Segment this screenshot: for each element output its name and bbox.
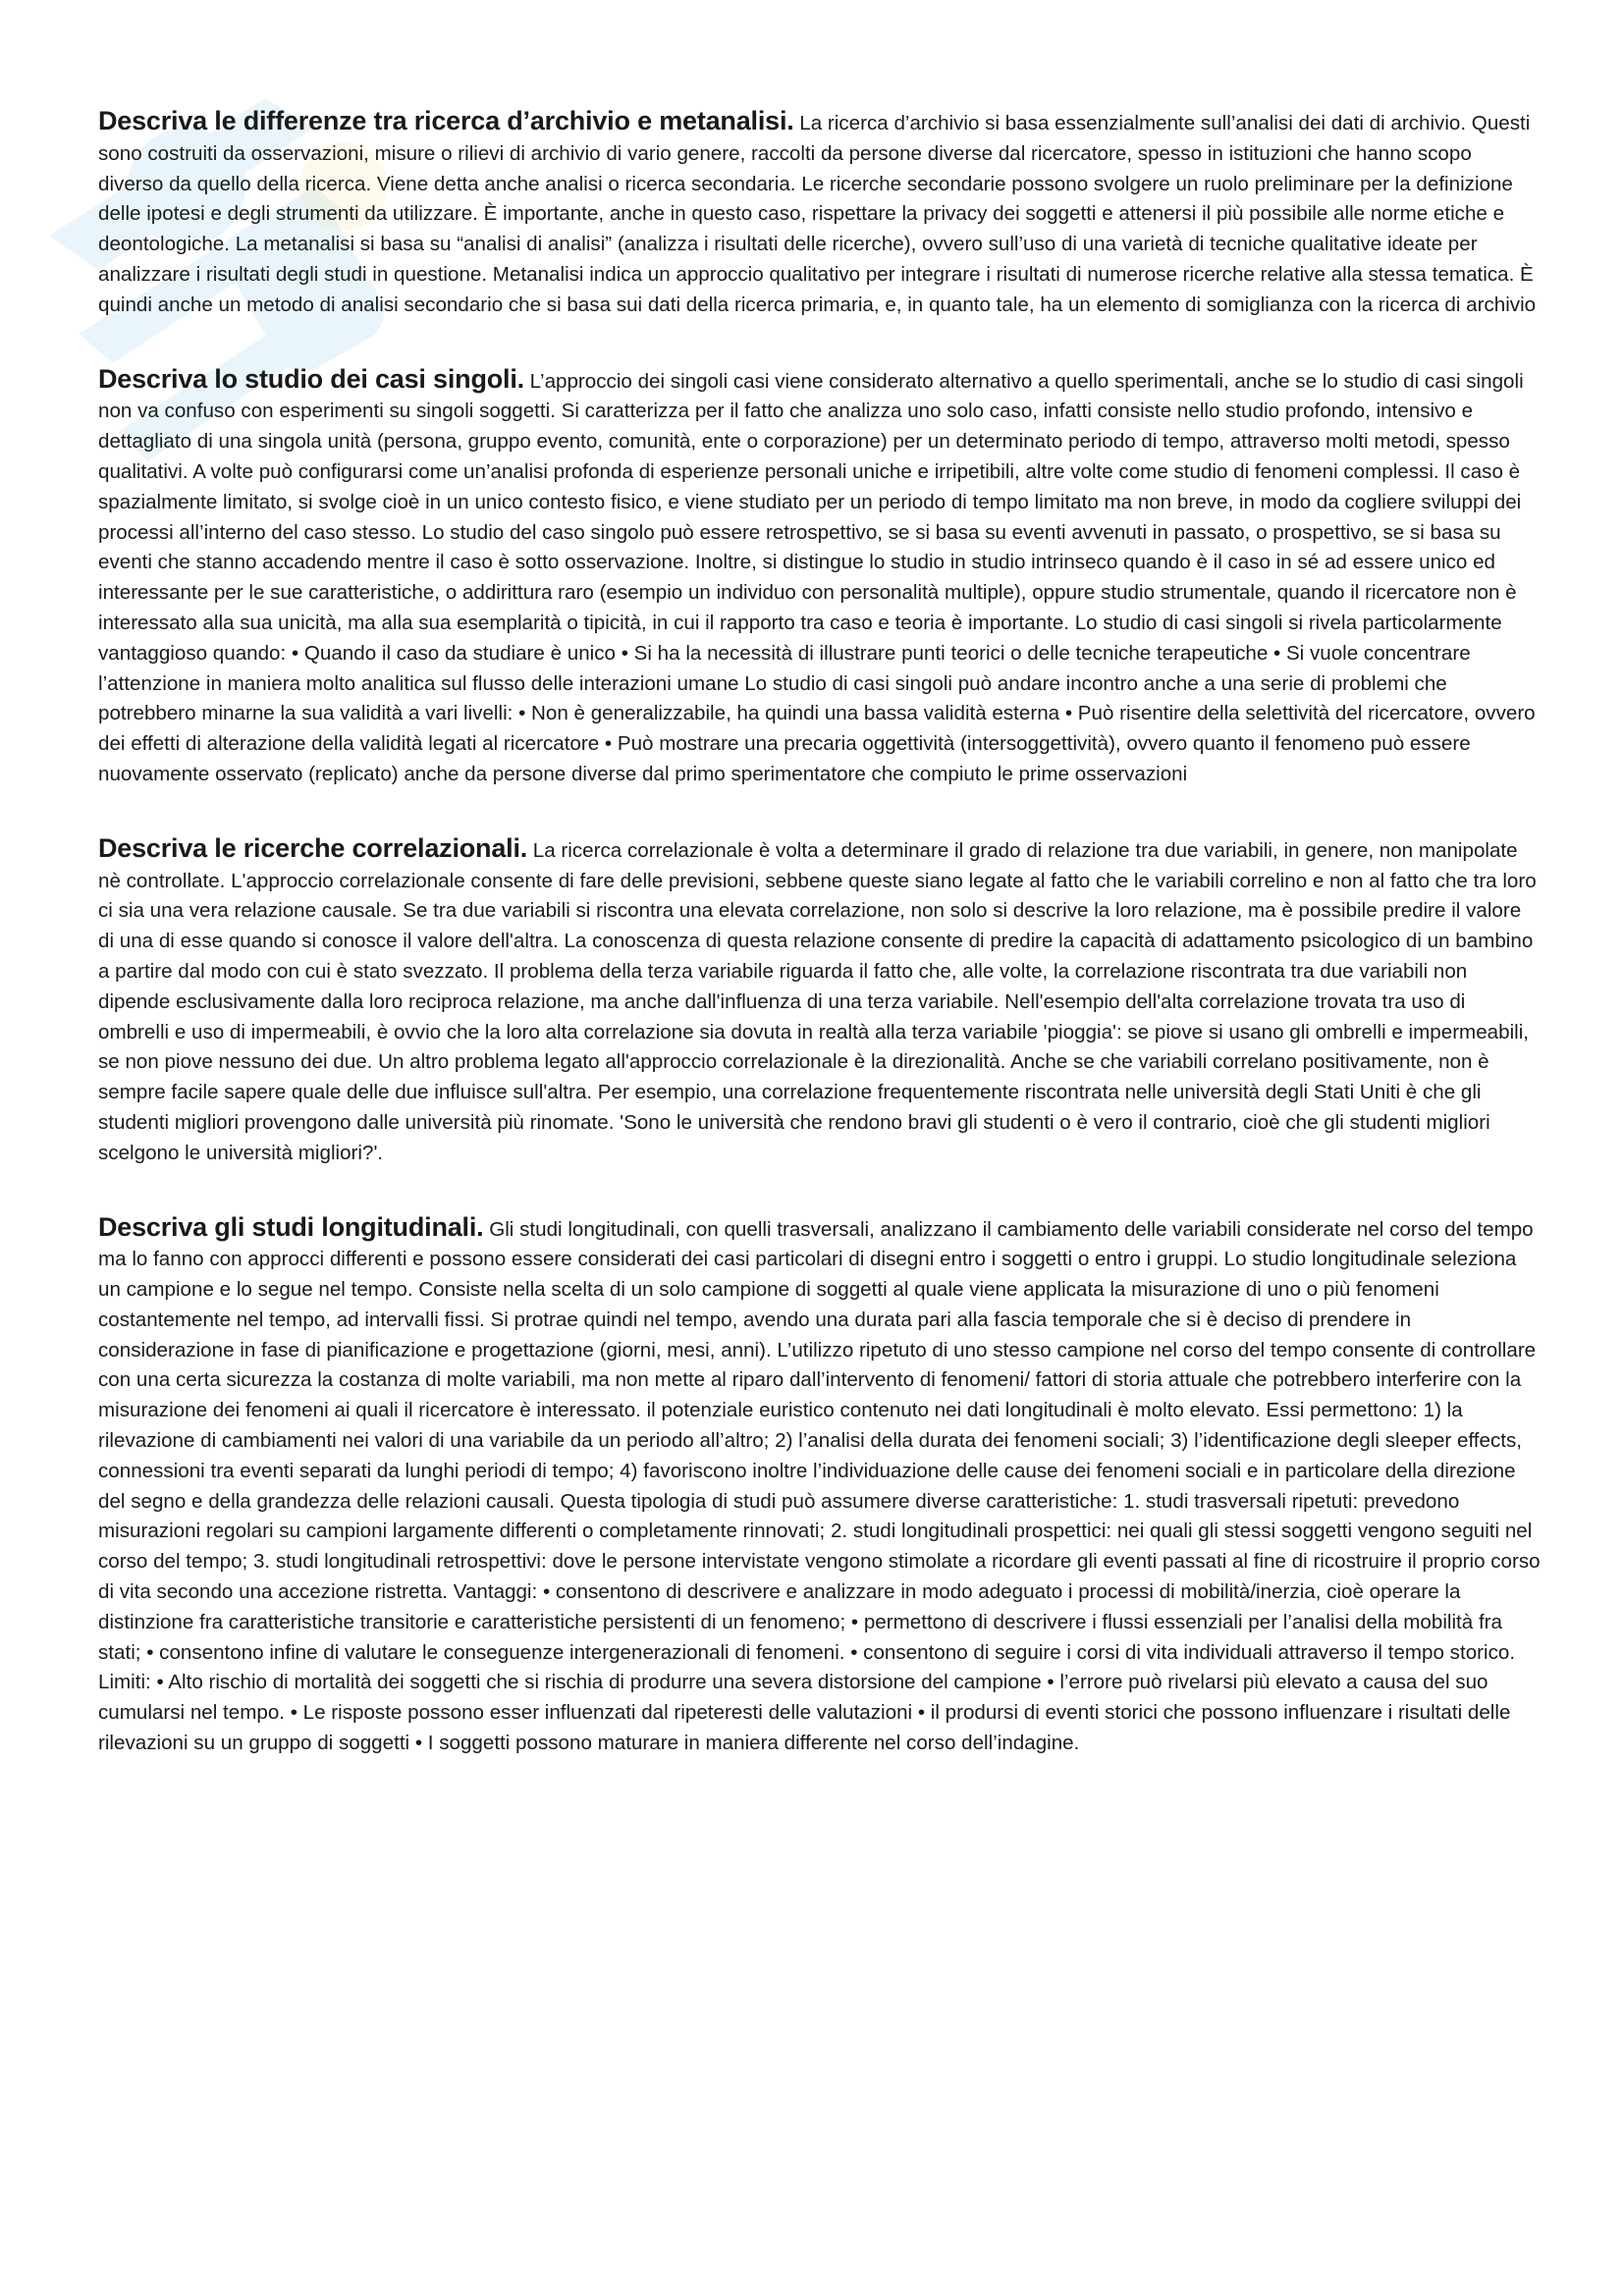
- section-body: La ricerca d’archivio si basa essenzialmente sull’analisi dei dati di archivio. Questi sono costruiti da osservazioni, misure o rilievi di archivio di vario genere, raccolti da persone diverse dal ricercatore, spesso in istituzioni che hanno scopo diverso da quello della ricerca. Viene detta anche analisi o ricerca secondaria. Le ricerche secondarie possono svolgere un ruolo preliminare per la definizione delle ipotesi e degli strumenti da utilizzare. È importante, anche in questo caso, rispettare la privacy dei soggetti e attenersi il più possibile alle norme etiche e deontologiche. La metanalisi si basa su “analisi di analisi” (analizza i risultati delle ricerche), ovvero sull’uso di una varietà di tecniche qualitative ideate per analizzare i risultati degli studi in questione. Metanalisi indica un approccio qualitativo per integrare i risultati di numerose ricerche relative alla stessa tematica. È quindi anche un metodo di analisi secondario che si basa sui dati della ricerca primaria, e, in quanto tale, ha un elemento di somiglianza con la ricerca di archivio: [98, 112, 1537, 316]
- section-casi-singoli: [98, 364, 1542, 790]
- section-ricerche-correlazionali: [98, 833, 1542, 1169]
- section-body: Gli studi longitudinali, con quelli trasversali, analizzano il cambiamento delle variabili considerate nel corso del tempo ma lo fanno con approcci differenti e possono essere considerati dei casi particolari di disegni entro i soggetti o entro i gruppi. Lo studio longitudinale seleziona un campione e lo segue nel tempo. Consiste nella scelta di un solo campione di soggetti al quale viene applicata la misurazione di uno o più fenomeni costantemente nel tempo, ad intervalli fissi. Si protrae quindi nel tempo, avendo una durata pari alla fascia temporale che si è deciso di prendere in considerazione in fase di pianificazione e progettazione (giorni, mesi, anni). L’utilizzo ripetuto di uno stesso campione nel corso del tempo consente di controllare con una certa sicurezza la costanza di molte variabili, ma non mette al riparo dall’intervento di fenomeni/ fattori di storia attuale che potrebbero interferire con la misurazione dei fenomeni ai quali il ricercatore è interessato. il potenziale euristico contenuto nei dati longitudinali è molto elevato. Essi permettono: 1) la rilevazione di cambiamenti nei valori di una variabile da un periodo all’altro; 2) l’analisi della durata dei fenomeni sociali; 3) l’identificazione degli sleeper effects, connessioni tra eventi separati da lunghi periodi di tempo; 4) favoriscono inoltre l’individuazione delle cause dei fenomeni sociali e in particolare della direzione del segno e della grandezza delle relazioni causali. Questa tipologia di studi può assumere diverse caratteristiche: 1. studi trasversali ripetuti: prevedono misurazioni regolari su campioni largamente differenti o completamente rinnovati; 2. studi longitudinali prospettici: nei quali gli stessi soggetti vengono seguiti nel corso del tempo; 3. studi longitudinali retrospettivi: dove le persone intervistate vengono stimolate a ricordare gli eventi passati al fine di ricostruire il proprio corso di vita secondo una accezione ristretta. Vantaggi: • consentono di descrivere e analizzare in modo adeguato i processi di mobilità/inerzia, cioè operare la distinzione fra caratteristiche transitorie e caratteristiche persistenti di un fenomeno; • permettono di descrivere i flussi essenziali per l’analisi della mobilità fra stati; • consentono infine di valutare le conseguenze intergenerazionali di fenomeni. • consentono di seguire i corsi di vita individuali attraverso il tempo storico. Limiti: • Alto rischio di mortalità dei soggetti che si rischia di produrre una severa distorsione del campione • l’errore può rivelarsi più elevato a causa del suo cumularsi nel tempo. • Le risposte possono esser influenzati dal ripeteresti delle valutazioni • il prodursi di eventi storici che possono influenzare i risultati delle rilevazioni su un gruppo di soggetti • I soggetti possono maturare in maniera differente nel corso dell’indagine.: [98, 1217, 1541, 1755]
- section-studi-longitudinali: [98, 1212, 1542, 1759]
- section-paragraph: [98, 106, 1542, 321]
- section-paragraph: [98, 1212, 1542, 1759]
- section-title: Descriva le differenze tra ricerca d’archivio e metanalisi.: [98, 106, 794, 135]
- section-archivio-metanalisi: [98, 106, 1542, 321]
- section-title: Descriva le ricerche correlazionali.: [98, 832, 528, 863]
- section-title: Descriva lo studio dei casi singoli.: [98, 363, 524, 394]
- section-paragraph: [98, 364, 1542, 790]
- section-body: L’approccio dei singoli casi viene considerato alternativo a quello sperimentali, anche se lo studio di casi singoli non va confuso con esperimenti su singoli soggetti. Si caratterizza per il fatto che analizza uno solo caso, infatti consiste nello studio profondo, intensivo e dettagliato di una singola unità (persona, gruppo evento, comunità, ente o corporazione) per un determinato periodo di tempo, attraverso molti metodi, spesso qualitativi. A volte può configurarsi come un’analisi profonda di esperienze personali uniche e irripetibili, altre volte come studio di fenomeni complessi. Il caso è spazialmente limitato, si svolge cioè in un unico contesto fisico, e viene studiato per un periodo di tempo limitato ma non breve, in modo da cogliere sviluppi dei processi all’interno del caso stesso. Lo studio del caso singolo può essere retrospettivo, se si basa su eventi avvenuti in passato, o prospettivo, se si basa su eventi che stanno accadendo mentre il caso è sotto osservazione. Inoltre, si distingue lo studio in studio intrinseco quando è il caso in sé ad essere unico ed interessante per le sue caratteristiche, o addirittura raro (esempio un individuo con personalità multiple), oppure studio strumentale, quando il ricercatore non è interessato alla sua unicità, ma alla sua esemplarità o tipicità, in cui il rapporto tra caso e teoria è importante. Lo studio di casi singoli si rivela particolarmente vantaggioso quando: • Quando il caso da studiare è unico • Si ha la necessità di illustrare punti teorici o delle tecniche terapeutiche • Si vuole concentrare l’attenzione in maniera molto analitica sul flusso delle interazioni umane Lo studio di casi singoli può andare incontro anche a una serie di problemi che potrebbero minarne la sua validità a vari livelli: • Non è generalizzabile, ha quindi una bassa validità esterna • Può risentire della selettività del ricercatore, ovvero dei effetti di alterazione della validità legati al ricercatore • Può mostrare una precaria oggettività (intersoggettività), ovvero quanto il fenomeno può essere nuovamente osservato (replicato) anche da persone diverse dal primo sperimentatore che compiuto le prime osservazioni: [98, 369, 1536, 785]
- document-page: [98, 106, 1542, 1802]
- section-body: La ricerca correlazionale è volta a determinare il grado di relazione tra due variabili, in genere, non manipolate nè controllate. L'approccio correlazionale consente di fare delle previsioni, sebbene queste siano legate al fatto che le variabili correlino e non al fatto che tra loro ci sia una vera relazione causale. Se tra due variabili si riscontra una elevata correlazione, non solo si descrive la loro relazione, ma è possibile predire il valore di una di esse quando si conosce il valore dell'altra. La conoscenza di questa relazione consente di predire la capacità di adattamento psicologico di un bambino a partire dal modo con cui è stato svezzato. Il problema della terza variabile riguarda il fatto che, alle volte, la correlazione riscontrata tra due variabili non dipende esclusivamente dalla loro reciproca relazione, ma anche dall'influenza di una terza variabile. Nell'esempio dell'alta correlazione trovata tra uso di ombrelli e uso di impermeabili, è ovvio che la loro alta correlazione sia dovuta in realtà alla terza variabile 'pioggia': se piove si usano gli ombrelli e impermeabili, se non piove nessuno dei due. Un altro problema legato all'approccio correlazionale è la direzionalità. Anche se che variabili correlano positivamente, non è sempre facile sapere quale delle due influisce sull'altra. Per esempio, una correlazione frequentemente riscontrata nelle università degli Stati Uniti è che gli studenti migliori provengono dalle università più rinomate. 'Sono le università che rendono bravi gli studenti o è vero il contrario, cioè che gli studenti migliori scelgono le università migliori?'.: [98, 838, 1537, 1164]
- section-title: Descriva gli studi longitudinali.: [98, 1211, 484, 1242]
- section-paragraph: [98, 833, 1542, 1169]
